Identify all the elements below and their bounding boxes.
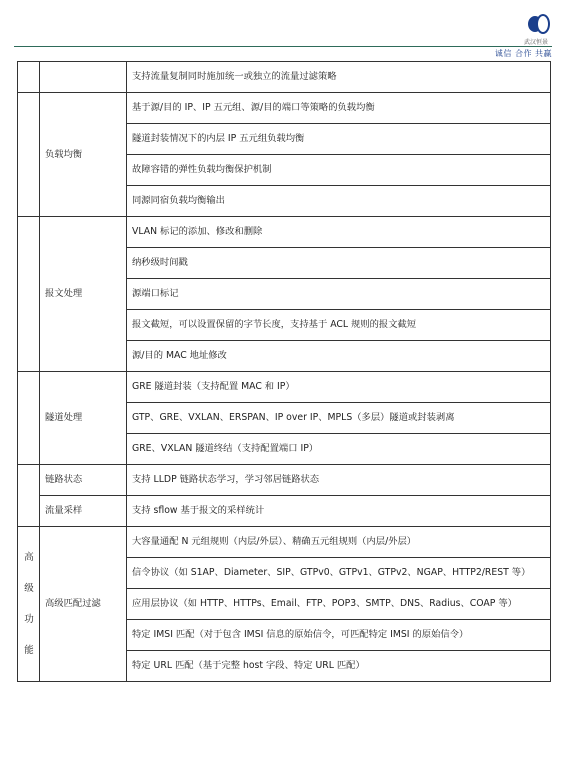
feature-cell: 源/目的 MAC 地址修改 (127, 341, 551, 372)
feature-cell: GRE 隧道封装（支持配置 MAC 和 IP） (127, 372, 551, 403)
category-char: 功 (24, 614, 34, 625)
table-row (18, 465, 551, 496)
feature-cell: 支持 LLDP 链路状态学习，学习邻居链路状态 (127, 465, 551, 496)
table-row (18, 62, 551, 93)
subcategory-link: 链路状态 (40, 465, 127, 496)
subcategory-packet: 报文处理 (40, 217, 127, 372)
table-row (18, 372, 551, 403)
subcategory-cell (40, 62, 127, 93)
feature-cell: 特定 URL 匹配（基于完整 host 字段、特定 URL 匹配） (127, 651, 551, 682)
feature-cell: 同源同宿负载均衡输出 (127, 186, 551, 217)
spec-table (17, 61, 551, 682)
category-char: 级 (24, 583, 34, 594)
feature-cell: 大容量通配 N 元组规则（内层/外层）、精确五元组规则（内层/外层） (127, 527, 551, 558)
category-advanced (18, 527, 40, 682)
feature-cell: 隧道封装情况下的内层 IP 五元组负载均衡 (127, 124, 551, 155)
subcategory-tunnel: 隧道处理 (40, 372, 127, 465)
table-row (18, 93, 551, 124)
feature-cell: VLAN 标记的添加、修改和删除 (127, 217, 551, 248)
subcategory-load-balance: 负载均衡 (40, 93, 127, 217)
feature-cell (127, 558, 551, 589)
company-logo (526, 14, 550, 44)
category-cell (18, 465, 40, 527)
header-rule (14, 46, 552, 47)
table-row (18, 217, 551, 248)
feature-cell: 故障容错的弹性负载均衡保护机制 (127, 155, 551, 186)
logo-icon (528, 14, 550, 34)
subcategory-advanced-filter: 高级匹配过滤 (40, 527, 127, 682)
table-row (18, 527, 551, 558)
feature-text: 信令协议（如 S1AP、Diameter、SIP、GTPv0、GTPv1、GTPv2、NGAP、HTTP2/REST 等） (132, 566, 531, 578)
feature-cell: 应用层协议（如 HTTP、HTTPs、Email、FTP、POP3、SMTP、DNS、Radius、COAP 等） (127, 589, 551, 620)
feature-cell: 支持 sflow 基于报文的采样统计 (127, 496, 551, 527)
feature-cell: GRE、VXLAN 隧道终结（支持配置端口 IP） (127, 434, 551, 465)
logo-text: 武汉恒景 (524, 39, 549, 46)
table-row (18, 496, 551, 527)
category-cell (18, 62, 40, 93)
feature-cell: 报文截短，可以设置保留的字节长度，支持基于 ACL 规则的报文截短 (127, 310, 551, 341)
feature-cell: 支持流量复制同时施加统一或独立的流量过滤策略 (127, 62, 551, 93)
category-cell (18, 93, 40, 217)
feature-cell: 特定 IMSI 匹配（对于包含 IMSI 信息的原始信令，可匹配特定 IMSI 的原始信令） (127, 620, 551, 651)
category-char: 能 (24, 645, 34, 656)
category-char: 高 (24, 552, 34, 563)
category-cell (18, 372, 40, 465)
feature-cell: 纳秒级时间戳 (127, 248, 551, 279)
feature-cell: 基于源/目的 IP、IP 五元组、源/目的端口等策略的负载均衡 (127, 93, 551, 124)
header-slogan: 诚信 合作 共赢 (494, 49, 552, 58)
category-cell (18, 217, 40, 372)
feature-cell: GTP、GRE、VXLAN、ERSPAN、IP over IP、MPLS（多层）隧道或封装剥离 (127, 403, 551, 434)
subcategory-sampling: 流量采样 (40, 496, 127, 527)
feature-cell: 源端口标记 (127, 279, 551, 310)
